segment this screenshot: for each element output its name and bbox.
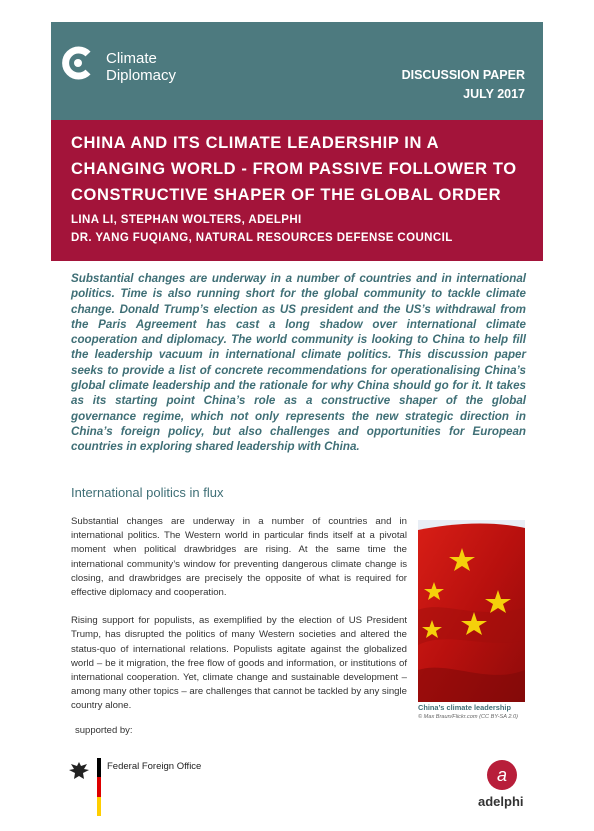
adelphi-name: adelphi — [478, 794, 524, 809]
logo-line1: Climate — [106, 50, 157, 67]
authors-line: LINA LI, STEPHAN WOLTERS, ADELPHI — [71, 214, 302, 226]
title-line: CONSTRUCTIVE SHAPER OF THE GLOBAL ORDER — [71, 186, 502, 204]
authors — [71, 211, 523, 247]
abstract: Substantial changes are underway in a number of countries and in international politics. Time is also running short for the global community to tackle climate change. Donald Trump’s election as US president and the US’s withdrawal from the Paris Agreement has cast a long shadow over international climate cooperation and diplomacy. The world community is looking to China to help fill the leadership vacuum in international climate politics. This discussion paper seeks to provide a list of concrete recommendations for operationalising China’s global climate leadership and the rationale for why China should go for it. It takes as its starting point China’s role as a constructive shaper of the global governance regime, which not only represents the new strategic direction in China’s foreign policy, but also challenges and opportunities for European countries in exploring shared leadership with China. — [71, 272, 526, 454]
title-line: CHINA AND ITS CLIMATE LEADERSHIP IN A — [71, 134, 440, 152]
china-flag-photo — [418, 520, 525, 702]
german-flag-stripes — [97, 758, 101, 816]
figure-caption — [418, 703, 538, 721]
ffo-name: Federal Foreign Office — [107, 761, 202, 772]
doc-date: JULY 2017 — [463, 87, 525, 101]
adelphi-logo — [478, 760, 530, 816]
paragraph: Substantial changes are underway in a number of countries and in international politics. The Western world in particular finds itself at a pivotal moment when political drawbridges are rising. At the same time the international community’s window for preventing dangerous climate change is closing, and drawbridges are precisely the opposite of what is required for effective diplomacy and cooperation. — [71, 516, 407, 599]
supported-by-label: supported by: — [75, 725, 133, 736]
title-band — [51, 120, 543, 261]
climate-diplomacy-logo-icon — [61, 46, 95, 80]
doc-type: DISCUSSION PAPER — [401, 68, 525, 82]
caption-title: China’s climate leadership — [418, 703, 511, 712]
section-heading: International politics in flux — [71, 485, 224, 500]
logo-line2: Diplomacy — [106, 67, 177, 84]
authors-line: DR. YANG FUQIANG, NATURAL RESOURCES DEFENSE COUNCIL — [71, 232, 453, 244]
eagle-icon — [68, 760, 90, 782]
doc-type-block — [402, 66, 525, 104]
body-text — [71, 515, 407, 728]
caption-credit: © Max Braun/Flickr.com (CC BY-SA 2.0) — [418, 714, 518, 720]
header-band — [51, 22, 543, 120]
adelphi-mark-icon — [487, 760, 517, 790]
page-title — [71, 130, 523, 208]
title-line: CHANGING WORLD - FROM PASSIVE FOLLOWER TO — [71, 160, 517, 178]
paragraph: Rising support for populists, as exemplified by the election of US President Trump, has disrupted the politics of many Western societies and altered the status-quo of international relations. Populists agitate against the globalized world – be it migration, the free flow of goods and information, or institutions of international cooperation. Yet, climate change and sustainable development – among many other topics – are challenges that cannot be tackled by any single country alone. — [71, 615, 407, 712]
flag-image — [418, 520, 525, 702]
federal-foreign-office-logo — [68, 758, 218, 818]
svg-text:a: a — [496, 765, 508, 785]
logo-text — [106, 50, 176, 84]
